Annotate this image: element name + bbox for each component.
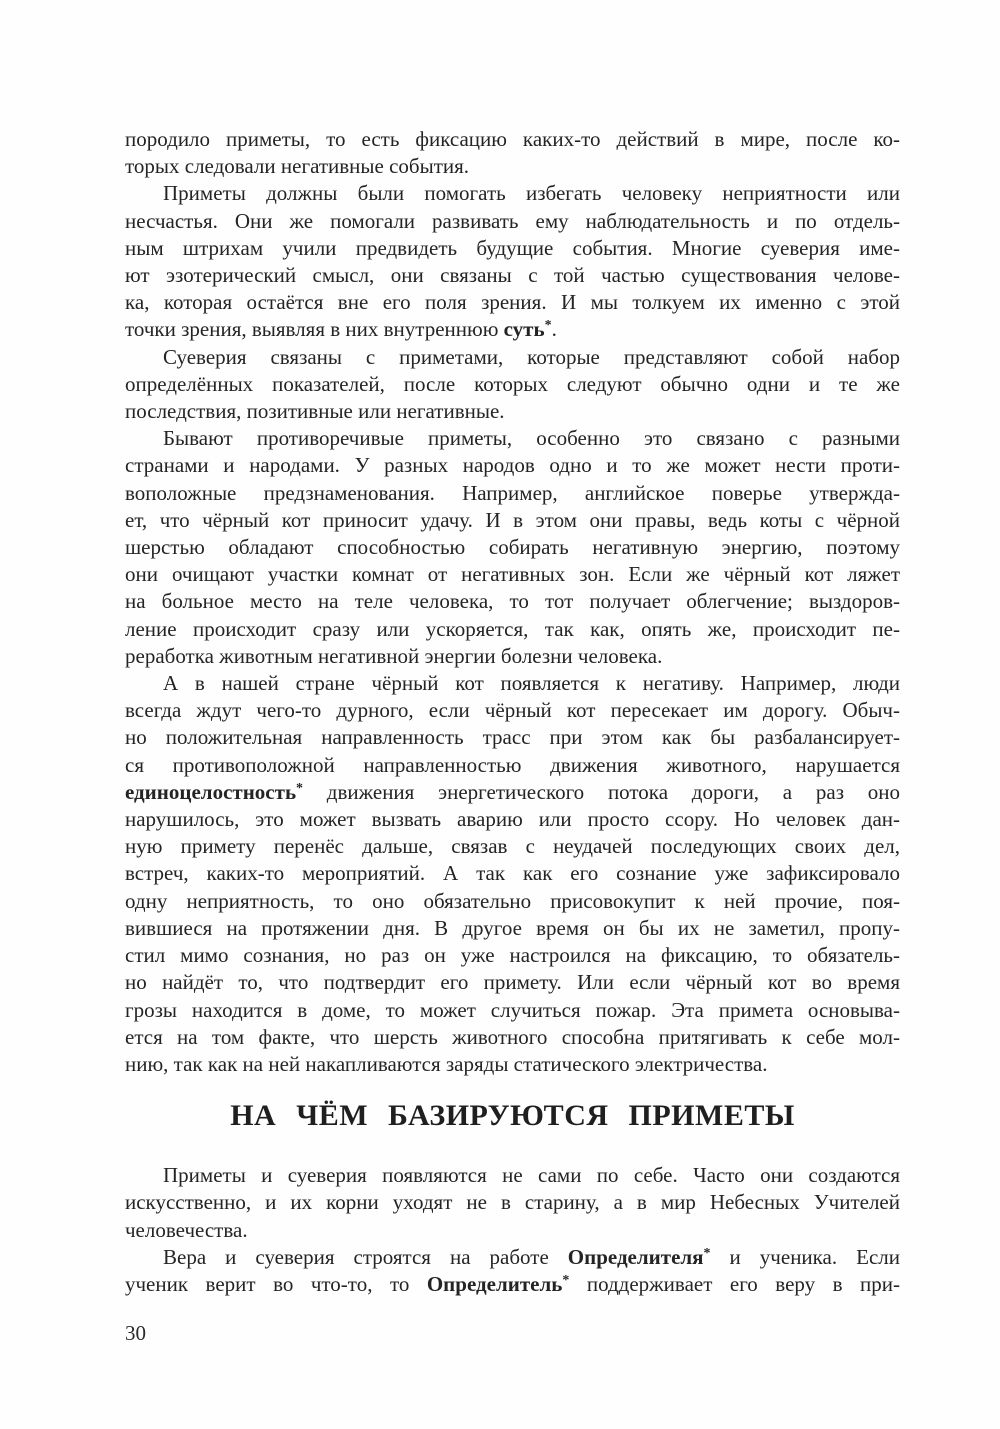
footnote-asterisk: * <box>544 318 552 334</box>
bold-term: Определитель <box>426 1271 563 1296</box>
bold-term: Определителя <box>567 1244 704 1269</box>
text-line: на больное место на теле человека, то тот получает облегчение; выздоров- <box>125 589 900 614</box>
bold-term: единоцелостность <box>125 779 297 804</box>
text-line: единоцелостность* движения энергетического потока дороги, а раз оно <box>125 779 900 804</box>
body-top <box>125 126 900 1078</box>
text-line: ную примету перенёс дальше, связав с неудачей последующих своих дел, <box>125 834 900 859</box>
text-line: стил мимо сознания, но раз он уже настроился на фиксацию, то обязатель- <box>125 943 900 968</box>
paragraph <box>125 1244 900 1298</box>
text-line: шерстью обладают способностью собирать негативную энергию, поэтому <box>125 535 900 560</box>
text-line: торых следовали негативные события. <box>125 154 470 179</box>
text-line: ученик верит во что-то, то Определитель* поддерживает его веру в при- <box>125 1271 900 1296</box>
text-column <box>125 126 900 1298</box>
text-line: Суеверия связаны с приметами, которые представляют собой набор <box>163 344 900 369</box>
text-line: нию, так как на ней накапливаются заряды статического электричества. <box>125 1051 768 1076</box>
text-line: несчастья. Они же помогали развивать ему наблюдательность и по отдель- <box>125 208 900 233</box>
paragraph <box>125 1162 900 1244</box>
paragraph <box>125 344 900 426</box>
paragraph <box>125 180 900 343</box>
text-line: ется на том факте, что шерсть животного способна притягивать к себе мол- <box>125 1024 900 1049</box>
body-bottom <box>125 1162 900 1298</box>
text-line: вившиеся на протяжении дня. В другое время он бы их не заметил, пропу- <box>125 915 900 940</box>
text-line: одну неприятность, то оно обязательно присовокупит к ней прочие, поя- <box>125 888 900 913</box>
text-line: Бывают противоречивые приметы, особенно это связано с разными <box>163 426 900 451</box>
text-line: человечества. <box>125 1217 248 1242</box>
paragraph <box>125 126 900 180</box>
text-line: ся противоположной направленностью движения животного, нарушается <box>125 752 900 777</box>
paragraph <box>125 425 900 670</box>
footnote-asterisk: * <box>296 780 304 796</box>
text-line: ление происходит сразу или ускоряется, так как, опять же, происходит пе- <box>125 616 900 641</box>
text-line: А в нашей стране чёрный кот появляется к негативу. Например, люди <box>163 671 900 696</box>
text-line: воположные предзнаменования. Например, английское поверье утвержда- <box>125 480 900 505</box>
text-line: ным штрихам учили предвидеть будущие события. Многие суеверия име- <box>125 235 900 260</box>
text-line: точки зрения, выявляя в них внутреннюю суть*. <box>125 317 557 342</box>
text-line: они очищают участки комнат от негативных зон. Если же чёрный кот ляжет <box>125 562 900 587</box>
page-number: 30 <box>125 1321 146 1345</box>
text-line: Приметы и суеверия появляются не сами по себе. Часто они создаются <box>163 1163 900 1188</box>
text-line: последствия, позитивные или негативные. <box>125 399 505 424</box>
text-line: ет, что чёрный кот приносит удачу. И в этом они правы, ведь коты с чёрной <box>125 507 900 532</box>
text-line: встреч, каких-то мероприятий. А так как его сознание уже зафиксировало <box>125 861 900 886</box>
text-line: всегда ждут чего-то дурного, если чёрный кот пересекает им дорогу. Обыч- <box>125 698 900 723</box>
text-line: но найдёт то, что подтвердит его примету. Или если чёрный кот во время <box>125 970 900 995</box>
text-line: но положительная направленность трасс при этом как бы разбалансирует- <box>125 725 900 750</box>
text-line: Вера и суеверия строятся на работе Определителя* и ученика. Если <box>163 1244 901 1269</box>
footnote-asterisk: * <box>562 1272 570 1288</box>
text-line: определённых показателей, после которых следуют обычно одни и те же <box>125 371 900 396</box>
bold-term: суть <box>503 317 545 342</box>
paragraph <box>125 670 900 1078</box>
text-line: грозы находится в доме, то может случиться пожар. Эта примета основыва- <box>125 997 900 1022</box>
text-line: ют эзотерический смысл, они связаны с той частью существования челове- <box>125 263 900 288</box>
text-line: странами и народами. У разных народов одно и то же может нести проти- <box>125 453 900 478</box>
text-line: Приметы должны были помогать избегать человеку неприятности или <box>163 181 900 206</box>
text-line: нарушилось, это может вызвать аварию или просто ссору. Но человек дан- <box>125 807 900 832</box>
text-line: искусственно, и их корни уходят не в старину, а в мир Небесных Учителей <box>125 1190 900 1215</box>
text-line: ка, которая остаётся вне его поля зрения. И мы толкуем их именно с этой <box>125 290 900 315</box>
footnote-asterisk: * <box>703 1245 711 1261</box>
text-line: реработка животным негативной энергии болезни человека. <box>125 643 663 668</box>
section-heading: НА ЧЁМ БАЗИРУЮТСЯ ПРИМЕТЫ <box>230 1099 795 1133</box>
text-line: породило приметы, то есть фиксацию каких-то действий в мире, после ко- <box>125 127 900 151</box>
